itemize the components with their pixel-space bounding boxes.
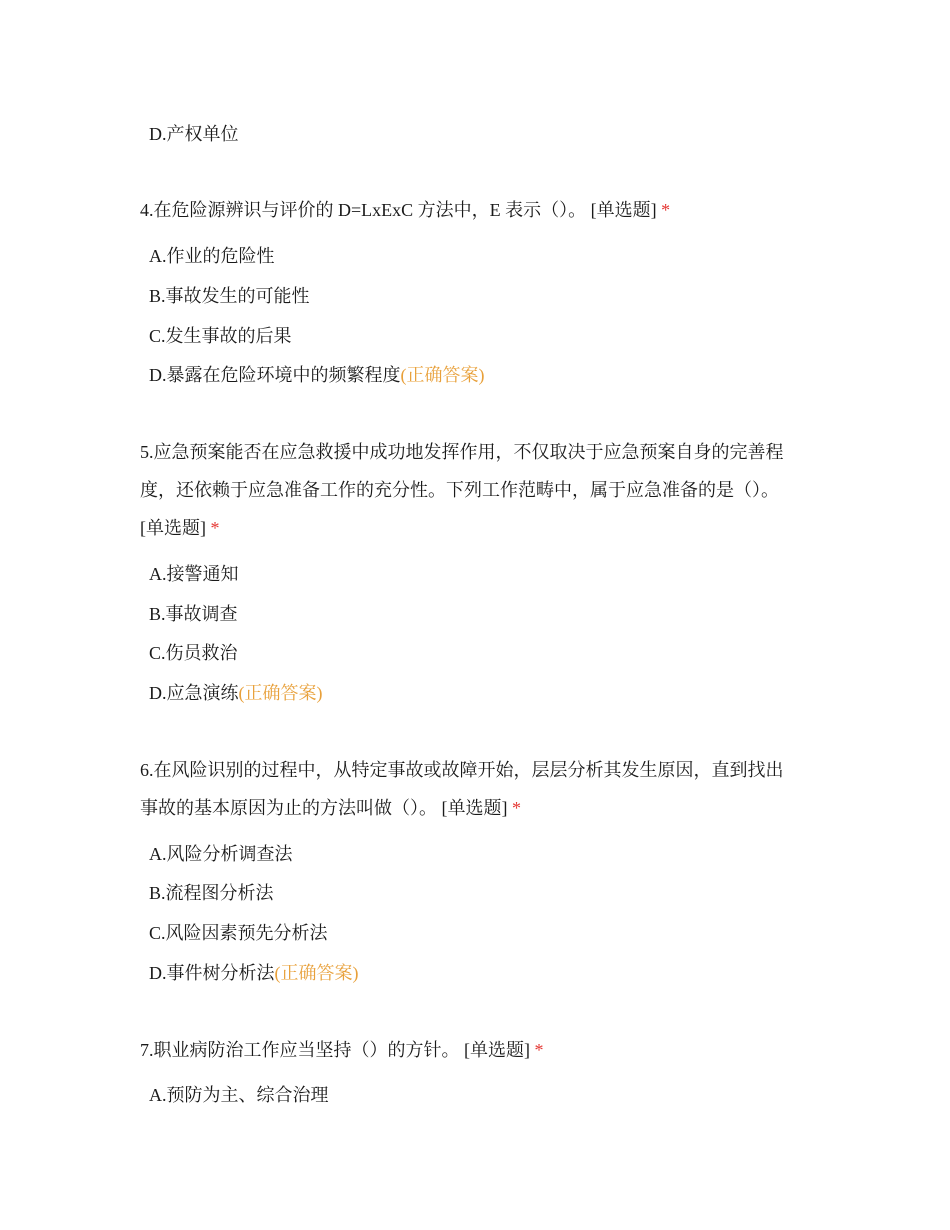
required-star: * (534, 1040, 544, 1060)
option-item: B.事故发生的可能性 (149, 286, 310, 306)
required-star: * (210, 518, 220, 538)
option-item: B.流程图分析法 (149, 883, 274, 903)
required-star: * (512, 798, 521, 818)
option-item: A.接警通知 (149, 564, 239, 584)
question-7-title: 7.职业病防治工作应当坚持（）的方针。 [单选题] * (140, 1040, 544, 1060)
correct-answer-label: (正确答案) (274, 963, 359, 983)
question-6-title-line-2: 事故的基本原因为止的方法叫做（）。 [单选题] * (140, 798, 521, 818)
option-item: C.风险因素预先分析法 (149, 923, 328, 943)
question-5-title-line-1: 5.应急预案能否在应急救援中成功地发挥作用，不仅取决于应急预案自身的完善程 (140, 442, 784, 462)
correct-answer-label: (正确答案) (400, 365, 485, 385)
option-item: D.暴露在危险环境中的频繁程度(正确答案) (149, 365, 485, 385)
question-5-title-line-3: [单选题] * (140, 518, 220, 538)
option-item: D.应急演练(正确答案) (149, 683, 323, 703)
option-item: C.发生事故的后果 (149, 326, 292, 346)
option-item: D.事件树分析法(正确答案) (149, 963, 359, 983)
required-star: * (661, 200, 671, 220)
option-item: A.作业的危险性 (149, 246, 275, 266)
question-6-title-line-1: 6.在风险识别的过程中，从特定事故或故障开始，层层分析其发生原因，直到找出 (140, 760, 784, 780)
option-item: B.事故调查 (149, 604, 238, 624)
question-4-title: 4.在危险源辨识与评价的 D=LxExC 方法中，E 表示（）。 [单选题] * (140, 200, 671, 220)
option-item: A.风险分析调查法 (149, 844, 293, 864)
option-item: D.产权单位 (149, 124, 239, 144)
option-item: A.预防为主、综合治理 (149, 1085, 329, 1105)
question-5-title-line-2: 度，还依赖于应急准备工作的充分性。下列工作范畴中，属于应急准备的是（）。 (140, 480, 779, 500)
correct-answer-label: (正确答案) (238, 683, 323, 703)
option-item: C.伤员救治 (149, 643, 238, 663)
